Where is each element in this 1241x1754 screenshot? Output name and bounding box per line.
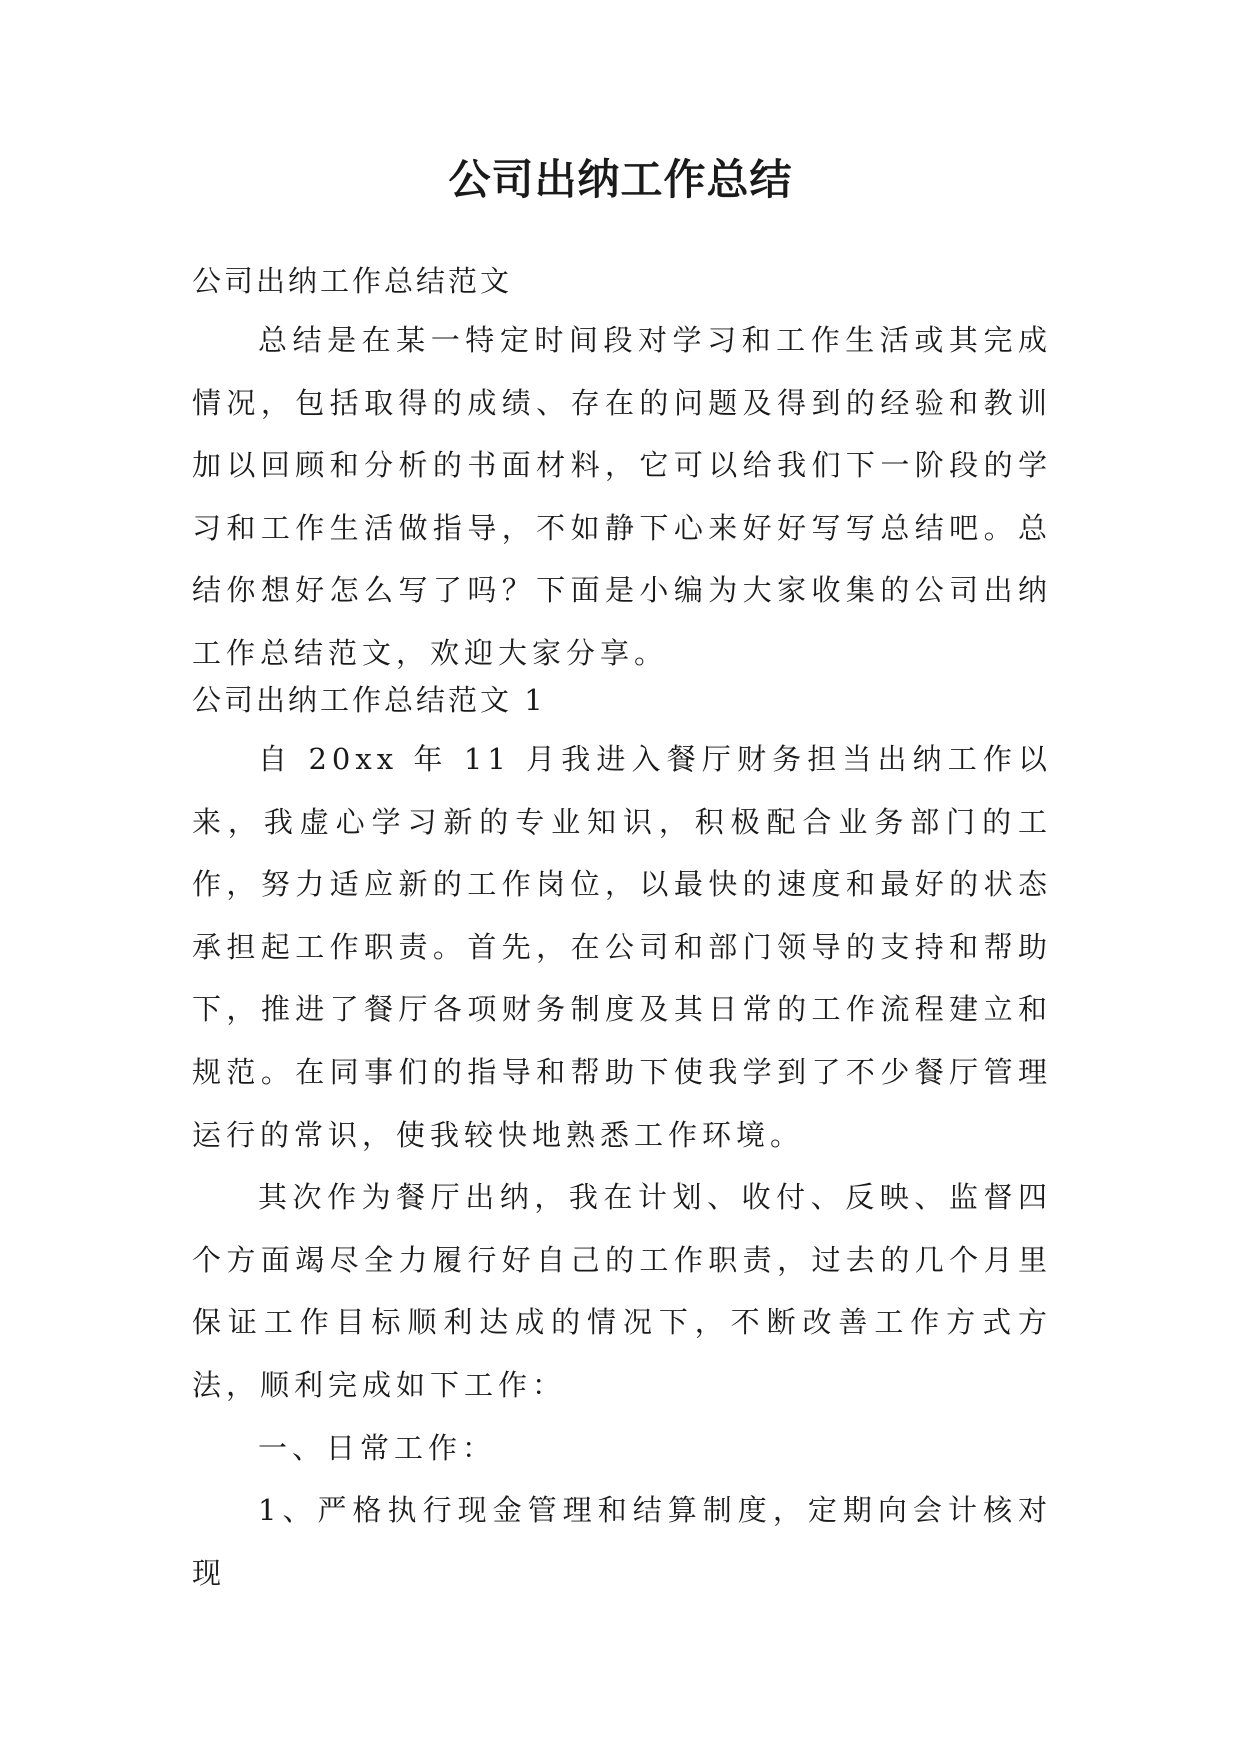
intro-section-body [192, 309, 1052, 685]
section-heading-intro: 公司出纳工作总结范文 [192, 264, 513, 298]
sample-1-paragraph-1: 自 20xx 年 11 月我进入餐厅财务担当出纳工作以来，我虚心学习新的专业知识，积极配合业务部门的工作，努力适应新的工作岗位，以最快的速度和最好的状态承担起工作职责。首先，在公司和部门领导的支持和帮助下，推进了餐厅各项财务制度及其日常的工作流程建立和规范。在同事们的指导和帮助下使我学到了不少餐厅管理运行的常识，使我较快地熟悉工作环境。 [192, 742, 1052, 1152]
sample-1-item-heading: 一、日常工作： [258, 1430, 497, 1465]
sample-1-paragraph-2: 其次作为餐厅出纳，我在计划、收付、反映、监督四个方面竭尽全力履行好自己的工作职责，过去的几个月里保证工作目标顺利达成的情况下，不断改善工作方式方法，顺利完成如下工作： [192, 1180, 1052, 1402]
sample-1-section-body [192, 728, 1052, 1604]
sample-1-item-1: 1、严格执行现金管理和结算制度，定期向会计核对现 [192, 1493, 1052, 1590]
section-heading-sample-1: 公司出纳工作总结范文 1 [192, 683, 546, 717]
intro-paragraph: 总结是在某一特定时间段对学习和工作生活或其完成情况，包括取得的成绩、存在的问题及得到的经验和教训加以回顾和分析的书面材料，它可以给我们下一阶段的学习和工作生活做指导，不如静下心来好好写写总结吧。总结你想好怎么写了吗？下面是小编为大家收集的公司出纳工作总结范文，欢迎大家分享。 [192, 323, 1052, 670]
document-title: 公司出纳工作总结 [448, 155, 793, 204]
